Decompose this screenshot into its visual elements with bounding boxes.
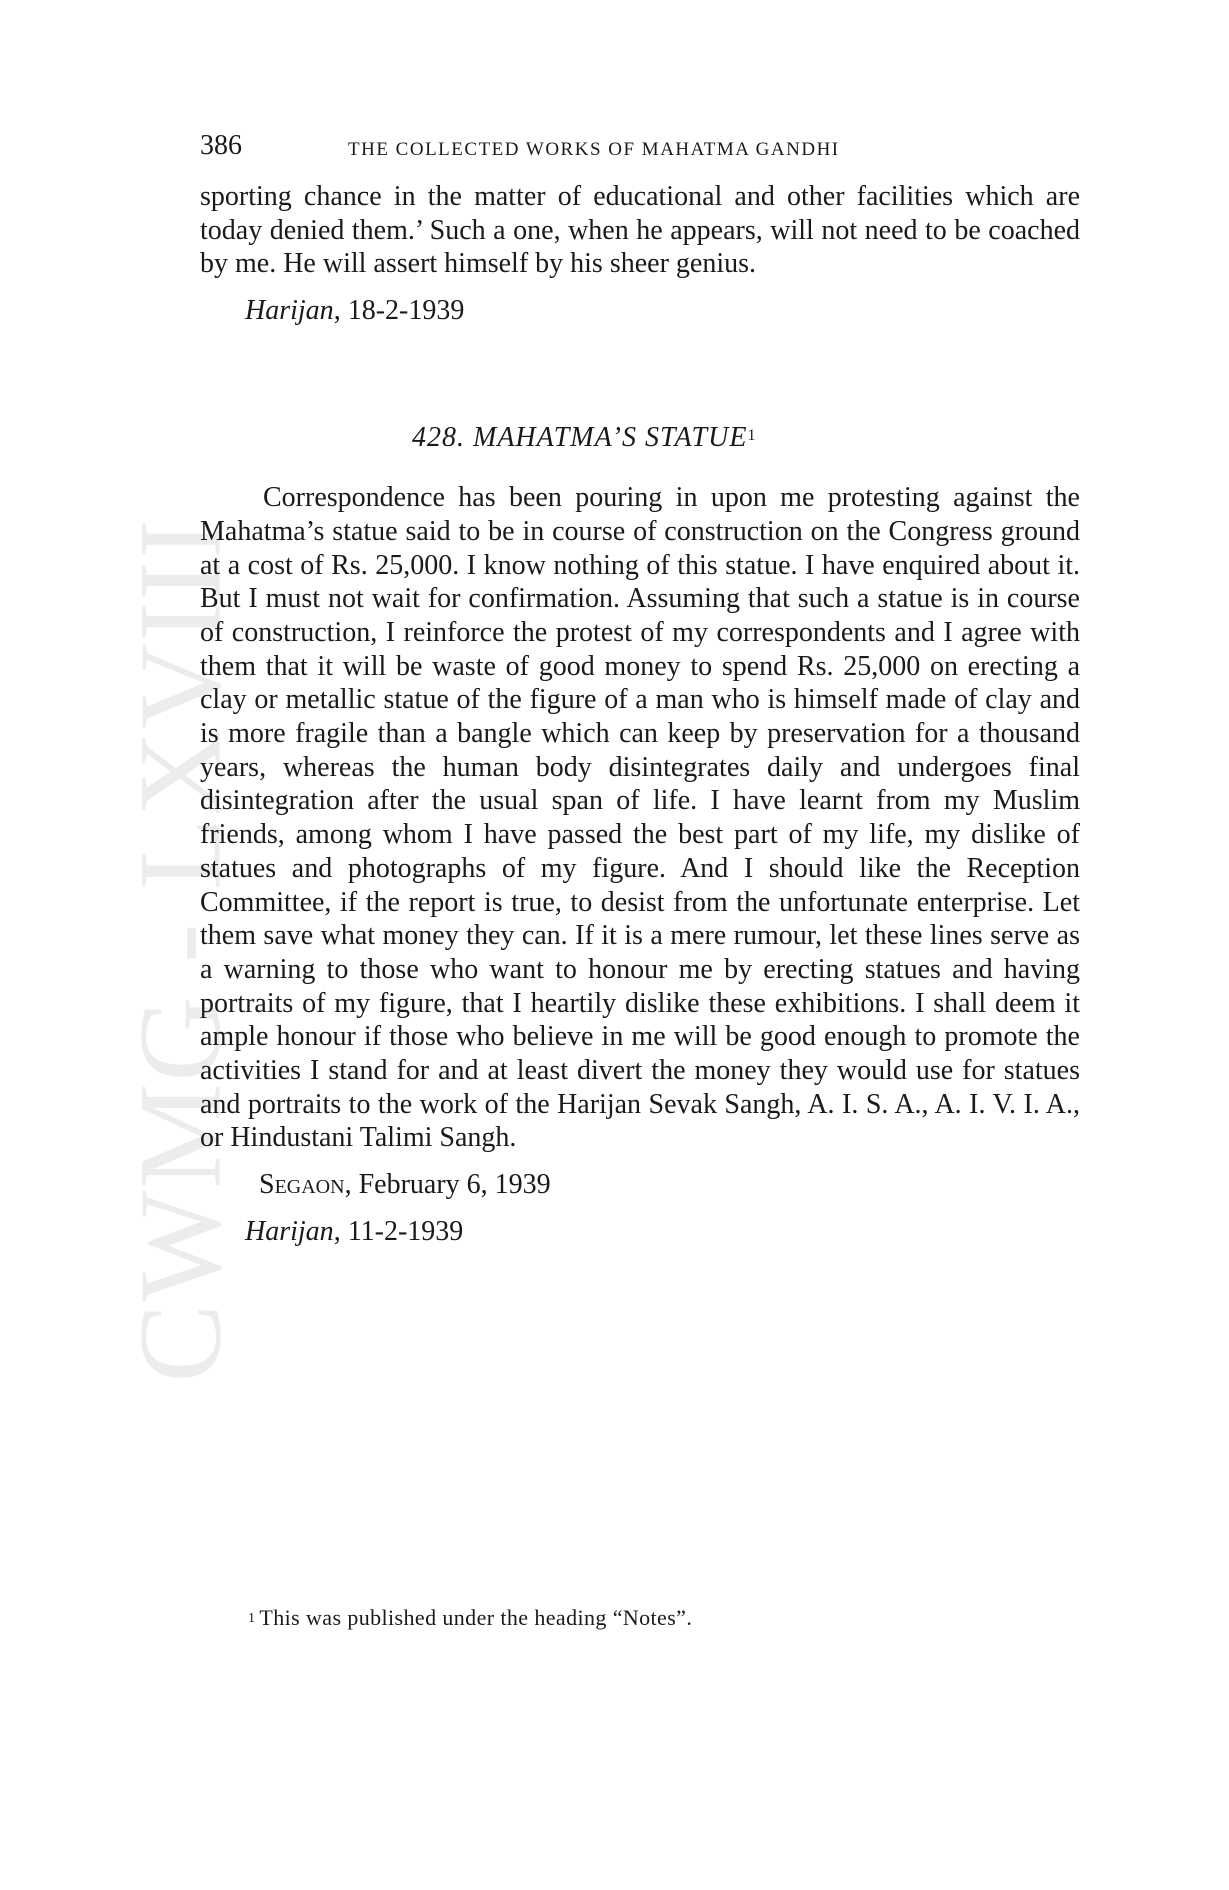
article-source [245,1215,1080,1249]
article-number: 428. [412,422,465,454]
footnote-reference: 1 [747,427,757,445]
book-title: THE COLLECTED WORKS OF MAHATMA GANDHI [348,139,840,160]
watermark-text: CWMG - LXVIII [114,517,245,1383]
footnote-marker: 1 [248,1611,256,1626]
date: , February 6, 1939 [344,1169,551,1201]
continuation-source [245,294,1080,328]
article-body: Correspondence has been pouring in upon me protesting against the Mahatma’s statue said to be in course of construction on the Congress ground at a cost of Rs. 25,000. I know nothing of this statue. I have enquired about it. But I must not wait for confirmation. Assuming that such a statue is in course of construction, I reinforce the protest of my correspondents and I agree with them that it will be waste of good money to spend Rs. 25,000 on erecting a clay or metallic statue of the figure of a man who is himself made of clay and is more fragile than a bangle which can keep by preservation for a thousand years, whereas the human body disintegrates daily and undergoes final disintegration after the usual span of life. I have learnt from my Muslim friends, among whom I have passed the best part of my life, my dislike of statues and photographs of my figure. And I should like the Reception Committee, if the report is true, to desist from the unfortunate enterprise. Let them save what money they can. If it is a mere rumour, let these lines serve as a warning to those who want to honour me by erecting statues and having portraits of my figure, that I heartily dislike these exhibitions. I shall deem it ample honour if those who believe in me will be good enough to promote the activities I stand for and at least divert the money they would use for statues and portraits to the work of the Harijan Sevak Sangh, A. I. S. A., A. I. V. I. A., or Hindustani Talimi Sangh. [200,482,1080,1154]
footnote-text: This was published under the heading “Notes”. [259,1605,693,1630]
place: Segaon [259,1169,345,1201]
page-number: 386 [200,130,242,161]
page-content [200,180,1080,1249]
article-source-publication: Harijan [245,1216,334,1248]
source-publication: Harijan [245,295,334,327]
continuation-paragraph: sporting chance in the matter of educational and other facilities which are today denied them.’ Such a one, when he appears, will not need to be coached by me. He will assert himself by his sheer genius. [200,181,1080,280]
running-head [200,130,1080,166]
source-date: , 18-2-1939 [333,295,465,327]
article-heading [412,421,1080,455]
place-date [259,1168,1080,1202]
article-source-date: , 11-2-1939 [333,1216,464,1248]
footnote [248,1603,692,1633]
article-title: MAHATMA’S STATUE [473,422,748,454]
